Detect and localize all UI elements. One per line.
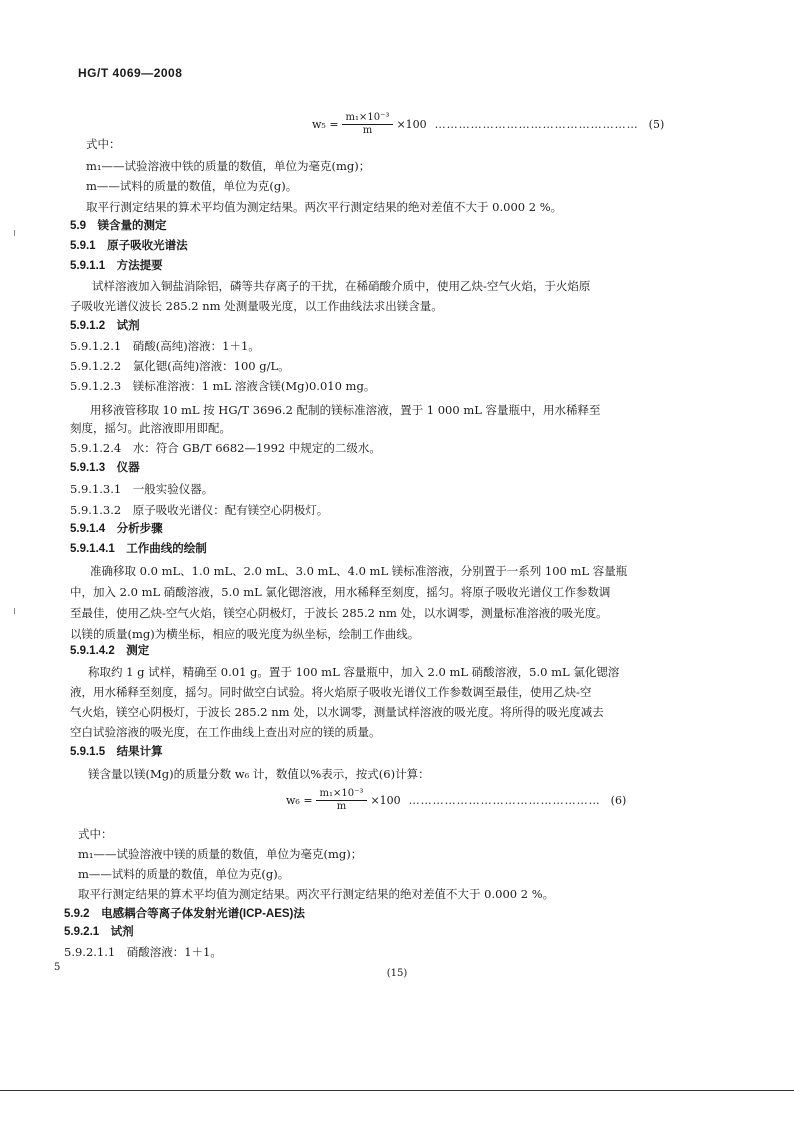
text-line: m——试料的质量的数值，单位为克(g)。 [78,867,290,881]
text-line: 空白试验溶液的吸光度，在工作曲线上查出对应的镁的质量。 [70,725,381,739]
section-heading: 5.9.1 原子吸收光谱法 [70,240,188,252]
section-heading: 5.9.1.1 方法提要 [70,260,163,272]
text-line: m₁——试验溶液中铁的质量的数值，单位为毫克(mg)； [86,159,371,173]
section-heading: 5.9.1.5 结果计算 [70,746,163,758]
text-line: 5.9.1.2.2 氯化锶(高纯)溶液：100 g/L。 [70,359,290,373]
text-line: 5.9.1.3.1 一般实验仪器。 [70,482,214,496]
formula-5-fraction [342,112,394,137]
formula-5-numerator: m₁×10⁻³ [342,112,394,125]
formula-6 [286,788,626,813]
scan-tick [14,608,15,614]
formula-6-denominator: m [336,801,347,812]
scan-tick [14,230,15,236]
formula-6-fraction [316,788,368,813]
formula-5-lhs: w₅ = [312,118,339,131]
section-heading: 5.9.1.2 试剂 [70,320,140,332]
text-line: 液，用水稀释至刻度，摇匀。同时做空白试验。将火焰原子吸收光谱仪工作参数调至最佳，使用乙炔-空 [70,685,592,699]
text-line: 气火焰，镁空心阴极灯，于波长 285.2 nm 处，以水调零，测量试样溶液的吸光度。将所得的吸光度减去 [70,705,604,719]
formula-5 [312,112,664,137]
text-line: 中，加入 2.0 mL 硝酸溶液，5.0 mL 氯化锶溶液，用水稀释至刻度，摇匀。将原子吸收光谱仪工作参数调 [70,585,611,599]
text-line: 镁含量以镁(Mg)的质量分数 w₆ 计，数值以%表示，按式(6)计算： [88,767,430,781]
section-heading: 5.9.2.1 试剂 [64,926,134,938]
section-heading: 5.9.2 电感耦合等离子体发射光谱(ICP-AES)法 [64,908,305,920]
section-heading: 5.9 镁含量的测定 [70,220,167,232]
text-line: m——试料的质量的数值，单位为克(g)。 [86,179,298,193]
text-line: 5.9.1.2.1 硝酸(高纯)溶液：1＋1。 [70,339,260,353]
text-line: 5.9.1.3.2 原子吸收光谱仪：配有镁空心阴极灯。 [70,503,329,517]
scan-edge-line [0,1090,794,1091]
formula-6-number: (6) [610,794,627,807]
text-line: 取平行测定结果的算术平均值为测定结果。两次平行测定结果的绝对差值不大于 0.000 2 %。 [78,887,555,901]
footer-mark: 5 [54,962,61,973]
text-line: 5.9.1.2.4 水：符合 GB/T 6682—1992 中规定的二级水。 [70,441,381,455]
text-line: m₁——试验溶液中镁的质量的数值，单位为毫克(mg)； [78,847,363,861]
text-line: 式中： [78,827,113,841]
text-line: 5.9.2.1.1 硝酸溶液：1＋1。 [64,945,222,959]
formula-5-leader: …………………………………………… [434,118,639,131]
formula-5-denominator: m [362,125,373,136]
standard-header: HG/T 4069—2008 [78,66,183,80]
text-line: 式中： [86,137,121,151]
formula-5-number: (5) [648,118,665,131]
text-line: 刻度，摇匀。此溶液即用即配。 [70,421,231,435]
page-number: (15) [386,968,408,979]
text-line: 称取约 1 g 试样，精确至 0.01 g。置于 100 mL 容量瓶中，加入 2.0 mL 硝酸溶液，5.0 mL 氯化锶溶 [88,665,620,679]
formula-6-lhs: w₆ = [286,794,313,807]
section-heading: 5.9.1.3 仪器 [70,462,140,474]
text-line: 试样溶液加入铜盐消除铝，磷等共存离子的干扰，在稀硝酸介质中，使用乙炔-空气火焰，于火焰原 [92,279,591,293]
section-heading: 5.9.1.4.2 测定 [70,645,150,657]
formula-6-numerator: m₁×10⁻³ [316,788,368,801]
formula-6-rhs: ×100 [370,794,401,807]
text-line: 以镁的质量(mg)为横坐标，相应的吸光度为纵坐标，绘制工作曲线。 [70,627,420,641]
text-line: 准确移取 0.0 mL、1.0 mL、2.0 mL、3.0 mL、4.0 mL 镁标准溶液，分别置于一系列 100 mL 容量瓶 [90,564,628,578]
section-heading: 5.9.1.4 分析步骤 [70,523,163,535]
text-line: 至最佳，使用乙炔-空气火焰，镁空心阴极灯，于波长 285.2 nm 处，以水调零，测量标准溶液的吸光度。 [70,606,608,620]
section-heading: 5.9.1.4.1 工作曲线的绘制 [70,543,207,555]
text-line: 用移液管移取 10 mL 按 HG/T 3696.2 配制的镁标准溶液，置于 1 000 mL 容量瓶中，用水稀释至 [90,403,601,417]
formula-5-rhs: ×100 [396,118,427,131]
formula-6-leader: ………………………………………… [408,794,601,807]
text-line: 取平行测定结果的算术平均值为测定结果。两次平行测定结果的绝对差值不大于 0.000 2 %。 [86,200,563,214]
text-line: 子吸收光谱仪波长 285.2 nm 处测量吸光度，以工作曲线法求出镁含量。 [70,299,443,313]
text-line: 5.9.1.2.3 镁标准溶液：1 mL 溶液含镁(Mg)0.010 mg。 [70,379,376,393]
